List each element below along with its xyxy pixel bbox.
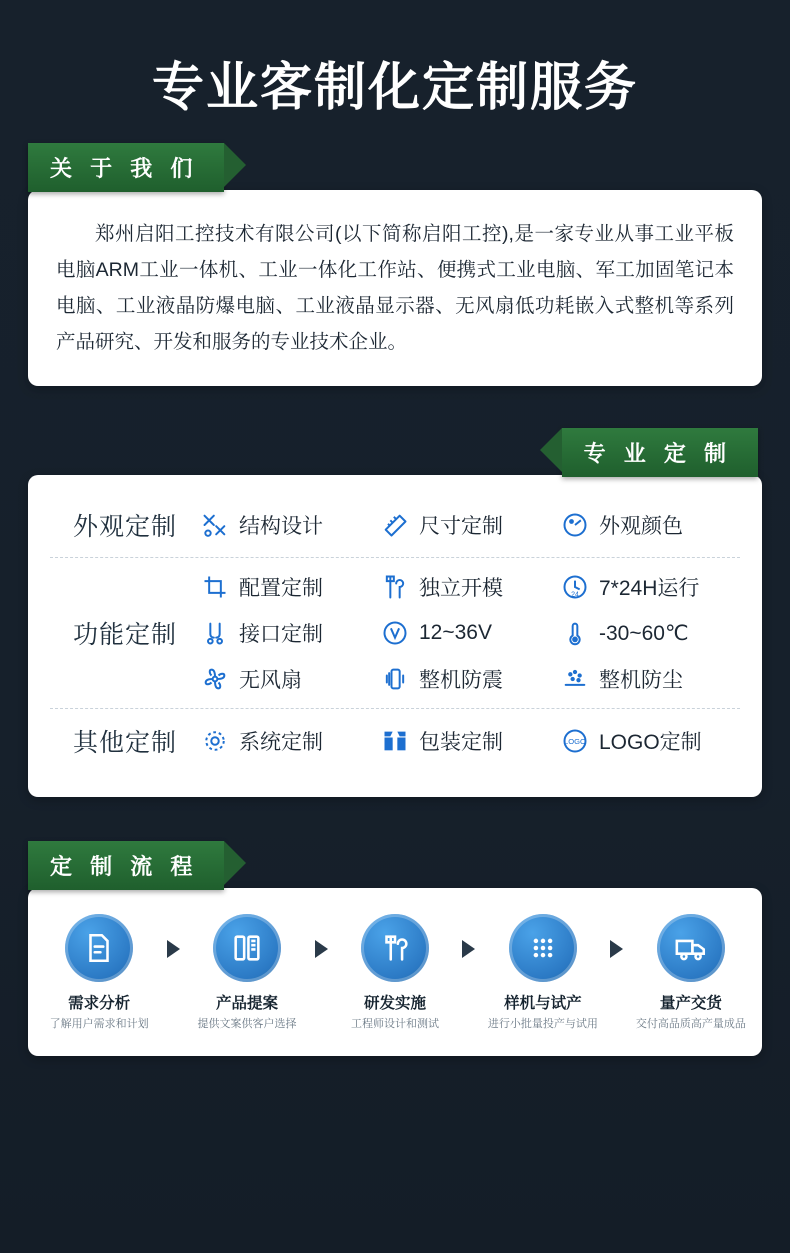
category-row <box>50 708 740 773</box>
category-row <box>50 493 740 557</box>
feature-label: 无风扇 <box>239 669 302 693</box>
flow-step-sample <box>486 914 600 1031</box>
feature-size-custom <box>380 510 560 540</box>
flow-step-delivery <box>634 914 748 1031</box>
feature-label: 结构设计 <box>239 515 323 539</box>
feature-label: 整机防震 <box>419 669 503 693</box>
category-items <box>200 572 740 694</box>
flow-arrow <box>304 914 338 958</box>
flow-step-desc: 提供文案供客户选择 <box>197 1018 297 1031</box>
flow-step-title: 需求分析 <box>68 995 131 1013</box>
feature-system-custom <box>200 726 380 756</box>
crop-config-icon <box>200 572 230 602</box>
feature-voltage-range <box>380 618 560 648</box>
feature-temperature-range <box>560 618 740 648</box>
flow-step-title: 样机与试产 <box>504 995 582 1013</box>
flow-arrow <box>452 914 486 958</box>
gear-system-icon <box>200 726 230 756</box>
category-label: 功能定制 <box>72 621 177 650</box>
flow-step-desc: 交付高品质高产量成品 <box>635 1018 746 1031</box>
feature-label: 接口定制 <box>239 623 323 647</box>
fanless-icon <box>200 664 230 694</box>
feature-label: 包装定制 <box>419 731 503 755</box>
feature-label: -30~60℃ <box>599 621 689 645</box>
page-title: 专业客制化定制服务 <box>151 59 638 117</box>
svg-text:24: 24 <box>571 591 579 599</box>
feature-fanless <box>200 664 380 694</box>
item-line <box>200 618 740 648</box>
palette-icon <box>560 510 590 540</box>
custom-tag-row <box>0 428 790 477</box>
flow-step-desc: 进行小批量投产与试用 <box>487 1018 598 1031</box>
interface-port-icon <box>200 618 230 648</box>
feature-label: 7*24H运行 <box>599 577 700 601</box>
flow-step-desc: 了解用户需求和计划 <box>49 1018 149 1031</box>
category-row <box>50 557 740 708</box>
feature-label: 整机防尘 <box>599 669 683 693</box>
feature-label: 12~36V <box>419 621 492 645</box>
item-line <box>200 572 740 602</box>
item-line <box>200 664 740 694</box>
flow-step-proposal <box>190 914 304 1031</box>
flow-step-title: 研发实施 <box>363 995 426 1013</box>
structure-design-icon <box>200 510 230 540</box>
proposal-icon <box>213 914 281 982</box>
svg-text:LOGO: LOGO <box>564 737 586 747</box>
item-line <box>200 726 740 756</box>
delivery-truck-icon <box>657 914 725 982</box>
dustproof-icon <box>560 664 590 694</box>
feature-interface-custom <box>200 618 380 648</box>
flow-card <box>28 888 762 1055</box>
shockproof-icon <box>380 664 410 694</box>
thermometer-icon <box>560 618 590 648</box>
feature-structure-design <box>200 510 380 540</box>
feature-config-custom <box>200 572 380 602</box>
feature-label: 尺寸定制 <box>419 515 503 539</box>
custom-section <box>0 428 790 797</box>
custom-section-tag: 专 业 定 制 <box>562 428 758 477</box>
category-label: 其他定制 <box>72 729 177 758</box>
flow-arrow <box>156 914 190 958</box>
feature-label: 外观颜色 <box>599 515 683 539</box>
feature-label: 系统定制 <box>239 731 323 755</box>
clock-24h-icon <box>560 572 590 602</box>
hammer-wrench-icon <box>380 572 410 602</box>
feature-independent-mold <box>380 572 560 602</box>
category-items <box>200 510 740 540</box>
feature-label: 配置定制 <box>239 577 323 601</box>
feature-logo-custom <box>560 726 740 756</box>
feature-appearance-color <box>560 510 740 540</box>
tools-icon <box>361 914 429 982</box>
about-text: 郑州启阳工控技术有限公司(以下简称启阳工控),是一家专业从事工业平板电脑ARM工业一体机、工业一体化工作站、便携式工业电脑、军工加固笔记本电脑、工业液晶防爆电脑、工业液晶显示器、无风扇低功耗嵌入式整机等系列产品研究、开发和服务的专业技术企业。 <box>28 190 762 386</box>
feature-label: 独立开模 <box>419 577 503 601</box>
flow-step-requirement <box>42 914 156 1031</box>
feature-packaging-custom <box>380 726 560 756</box>
flow-step-title: 量产交货 <box>659 995 722 1013</box>
feature-shockproof <box>380 664 560 694</box>
flow-section <box>0 841 790 1055</box>
category-items <box>200 726 740 756</box>
about-section-tag: 关 于 我 们 <box>28 143 224 192</box>
ruler-icon <box>380 510 410 540</box>
document-icon <box>65 914 133 982</box>
feature-label: LOGO定制 <box>599 731 702 755</box>
flow-section-tag: 定 制 流 程 <box>28 841 224 890</box>
package-box-icon <box>380 726 410 756</box>
custom-card <box>28 475 762 797</box>
about-section <box>0 143 790 386</box>
feature-dustproof <box>560 664 740 694</box>
voltage-icon <box>380 618 410 648</box>
flow-row <box>42 914 748 1031</box>
flow-step-desc: 工程师设计和测试 <box>350 1018 439 1031</box>
flow-step-development <box>338 914 452 1031</box>
flow-arrow <box>600 914 634 958</box>
category-label: 外观定制 <box>72 513 177 542</box>
item-line <box>200 510 740 540</box>
flow-step-title: 产品提案 <box>216 995 279 1013</box>
logo-badge-icon <box>560 726 590 756</box>
sample-icon <box>509 914 577 982</box>
feature-24h-running <box>560 572 740 602</box>
